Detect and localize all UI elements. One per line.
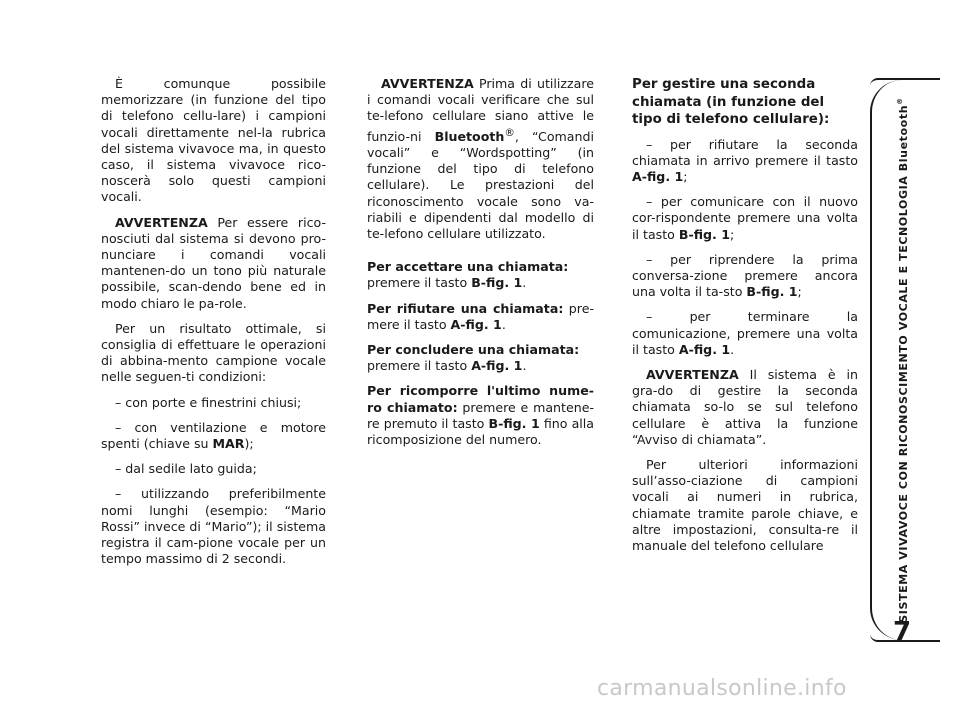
period: . <box>501 316 506 332</box>
condition-ventilation-end: ); <box>244 436 254 452</box>
section-title-vertical <box>896 97 910 622</box>
redial-title: Per ricomporre l'ultimo nume-ro chiamato: <box>367 383 594 415</box>
second-call-terminate <box>632 309 858 358</box>
reject-call-title: Per rifiutare una chiamata: <box>367 300 564 316</box>
watermark: carmanualsonline.info <box>597 676 847 701</box>
warning-label: AVVERTENZA <box>115 214 208 230</box>
warning-label: AVVERTENZA <box>646 366 739 382</box>
warning-text-b: , “Comandi vocali” e “Wordspotting” (in funzione del tipo di telefono cellulare). Le prestazioni del riconoscimento vocale sono va-riabili e dipendenti dal modello di te-lefono cellulare utilizzato. <box>367 128 594 242</box>
end-call-title: Per concludere una chiamata: <box>367 342 580 358</box>
column-right <box>632 76 858 563</box>
second-call-switch-key: B-fig. 1 <box>678 226 730 242</box>
redial-key: B-fig. 1 <box>488 415 540 431</box>
end-call-key: A-fig. 1 <box>471 358 523 374</box>
paragraph-reject-call <box>367 301 594 333</box>
second-call-reject-key: A-fig. 1 <box>632 168 684 184</box>
second-call-resume-key: B-fig. 1 <box>746 284 798 300</box>
second-call-reject-text: – per rifiutare la seconda chiamata in arrivo premere il tasto <box>632 136 858 168</box>
redial-text-b: fino alla ricomposizione del numero. <box>367 415 594 448</box>
reject-call-key: A-fig. 1 <box>450 316 502 332</box>
warning-text: Il sistema è in gra-do di gestire la seconda chiamata so-lo se sul telefono cellulare è attiva la funzione “Avviso di chiamata”. <box>632 366 858 447</box>
column-left <box>101 76 326 576</box>
period: . <box>522 275 527 291</box>
bluetooth-label: Bluetooth <box>434 128 505 144</box>
paragraph-more-info: Per ulteriori informazioni sull’asso-ciazione di campioni vocali ai numeri in rubrica, chiamate tramite parole chiave, e altre impostazioni, consulta-re il manuale del telefono cellulare <box>632 456 858 553</box>
condition-long-names: – utilizzando preferibilmente nomi lunghi (esempio: “Mario Rossi” invece di “Mario”); il sistema registra il cam-pione vocale per un tempo massimo di 2 secondi. <box>101 486 326 567</box>
registered-mark: ® <box>504 126 515 139</box>
paragraph-redial <box>367 383 594 448</box>
second-call-resume <box>632 252 858 301</box>
condition-driver-seat: – dal sedile lato guida; <box>115 461 257 477</box>
accept-call-text: premere il tasto <box>367 275 472 291</box>
second-call-terminate-text: – per terminare la comunicazione, premere una volta il tasto <box>632 309 858 357</box>
period: . <box>522 358 527 374</box>
warning-label: AVVERTENZA <box>381 76 474 91</box>
accept-call-key: B-fig. 1 <box>471 275 523 291</box>
warning-text: Per essere rico-nosciuti dal sistema si devono pro-nunciare i comandi vocali mantenen-do un tono più naturale possibile, scan-dendo bene ed in modo chiaro le pa-role. <box>101 214 326 311</box>
condition-ventilation-text: – con ventilazione e motore spenti (chiave su <box>101 419 326 452</box>
section-title-text: SISTEMA VIVAVOCE CON RICONOSCIMENTO VOCALE E TECNOLOGIA Bluetooth <box>896 104 910 623</box>
page-number: 7 <box>892 617 912 647</box>
paragraph-warning-pronounce <box>101 215 326 312</box>
second-call-reject <box>632 137 858 186</box>
second-call-resume-text: – per riprendere la prima conversa-zione premere ancora una volta il ta-sto <box>632 251 858 300</box>
semicolon: ; <box>683 168 688 184</box>
accept-call-title: Per accettare una chiamata: <box>367 259 569 275</box>
key-mar: MAR <box>212 436 245 452</box>
semicolon: ; <box>729 226 735 242</box>
end-call-text: premere il tasto <box>367 358 472 374</box>
reject-call-text: pre-mere il tasto <box>367 300 594 332</box>
paragraph-optimal-result: Per un risultato ottimale, si consiglia di effettuare le operazioni di abbina-mento campione vocale nelle seguen-ti condizioni: <box>101 320 326 385</box>
section-title-registered: ® <box>896 97 905 105</box>
warning-text-a: Prima di utilizzare i comandi vocali verificare che sul te-lefono cellulare siano attive le funzio-ni <box>367 76 594 144</box>
second-call-switch-text: – per comunicare con il nuovo cor-rispondente premere una volta il tasto <box>632 194 858 242</box>
column-middle <box>367 76 594 457</box>
second-call-terminate-key: A-fig. 1 <box>678 341 731 357</box>
paragraph-warning-call-waiting <box>632 367 858 448</box>
second-call-switch <box>632 194 858 243</box>
paragraph-accept-call <box>367 259 594 291</box>
second-call-heading: Per gestire una seconda chiamata (in funzione del tipo di telefono cellulare): <box>632 77 830 127</box>
paragraph-memorize: È comunque possibile memorizzare (in funzione del tipo di telefono cellu-lare) i campioni vocali direttamente nel-la rubrica del sistema vivavoce ma, in questo caso, il sistema vivavoce rico-noscerà solo questi campioni vocali. <box>101 76 326 205</box>
redial-text-a: premere e mantene-re premuto il tasto <box>367 399 594 431</box>
semicolon: ; <box>797 284 802 300</box>
paragraph-warning-voice-commands <box>367 76 594 242</box>
paragraph-end-call <box>367 342 594 374</box>
condition-doors: – con porte e finestrini chiusi; <box>115 394 302 410</box>
period: . <box>730 341 735 357</box>
condition-ventilation <box>101 420 326 452</box>
